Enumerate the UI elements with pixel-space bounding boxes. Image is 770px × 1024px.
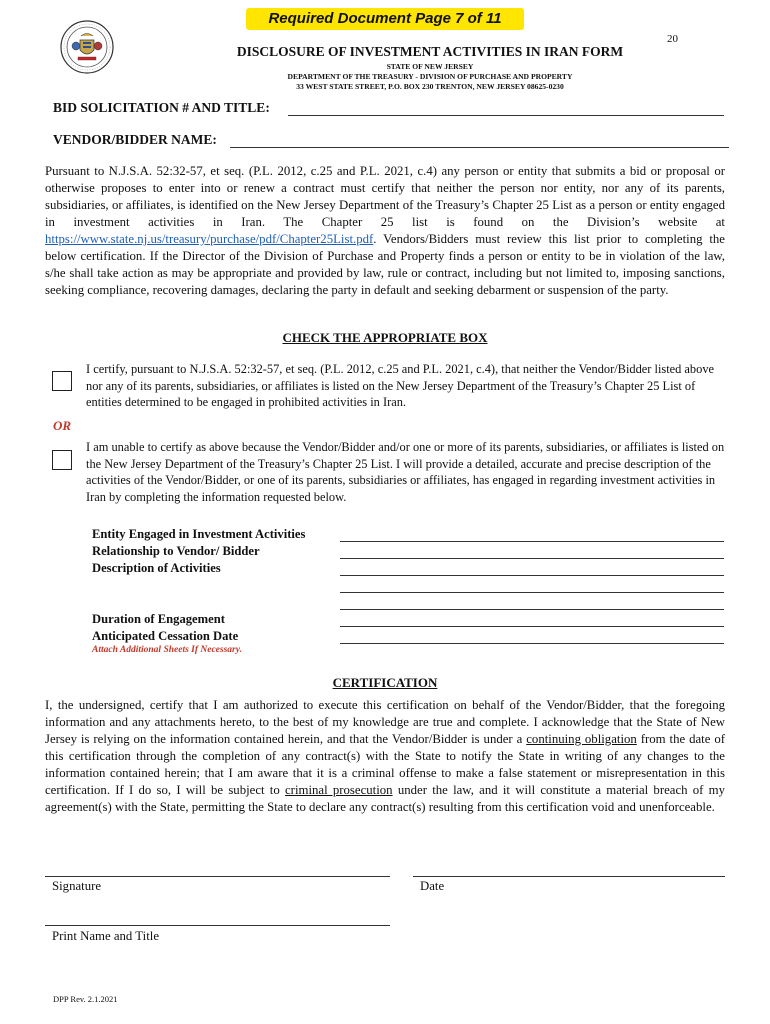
description-field-line[interactable] (340, 592, 724, 593)
cessation-date-label: Anticipated Cessation Date (92, 629, 239, 643)
state-name: STATE OF NEW JERSEY (386, 62, 474, 71)
signature-field[interactable] (45, 876, 390, 877)
signature-label: Signature (52, 879, 102, 893)
entity-engaged-label: Entity Engaged in Investment Activities (92, 527, 306, 541)
description-label: Description of Activities (92, 561, 221, 575)
department-name: DEPARTMENT OF THE TREASURY - DIVISION OF PURCHASE AND PROPERTY (287, 72, 573, 81)
bid-solicitation-field[interactable] (288, 115, 724, 116)
certification-paragraph (45, 697, 725, 816)
unable-to-certify-text: I am unable to certify as above because the Vendor/Bidder and/or one or more of its parents, subsidiaries, or affiliates is listed on the New Jersey Department of the Treasury’s Chapter 25 List. I will provide a detailed, accurate and precise description of the activities of the Vendor/Bidder, or one of its parents, subsidiaries or affiliates, has engaged in regarding investment activities in Iran by completing the information requested below. (86, 440, 725, 504)
vendor-name-label: VENDOR/BIDDER NAME: (53, 132, 217, 147)
duration-field[interactable] (340, 626, 724, 627)
description-field-line[interactable] (340, 575, 724, 576)
cessation-date-field[interactable] (340, 643, 724, 644)
certify-checkbox[interactable] (52, 371, 72, 391)
print-name-field[interactable] (45, 925, 390, 926)
relationship-label: Relationship to Vendor/ Bidder (92, 544, 260, 558)
page-number: 20 (667, 33, 678, 45)
cert-text-2: from the date of this certification through the completion of any contract(s) with the State to notify the State in writing of any changes to the information contained herein; that I am aware that it is a criminal offense to make a false statement or misrepresentation in this certification. If I do so, I will be subject to (45, 732, 725, 797)
bid-solicitation-label: BID SOLICITATION # AND TITLE: (53, 100, 270, 115)
cert-text-1: I, the undersigned, certify that I am authorized to execute this certification on behalf of the Vendor/Bidder, that the foregoing information and any attachments hereto, to the best of my knowledge are true and complete. I acknowledge that the State of New Jersey is relying on the information contained herein, and that the Vendor/Bidder is under a (45, 698, 725, 746)
chapter25-list-link[interactable]: https://www.state.nj.us/treasury/purchase/pdf/Chapter25List.pdf (45, 232, 374, 246)
revision-footer: DPP Rev. 2.1.2021 (53, 994, 118, 1004)
certify-option-text: I certify, pursuant to N.J.S.A. 52:32-57, et seq. (P.L. 2012, c.25 and P.L. 2021, c.4), that neither the Vendor/Bidder listed above nor any of its parents, subsidiaries, or affiliates is listed on the New Jersey Department of the Treasury’s Chapter 25 List of entities determined to be engaged in prohibited activities in Iran. (86, 362, 715, 409)
intro-text-1: Pursuant to N.J.S.A. 52:32-57, et seq. (P.L. 2012, c.25 and P.L. 2021, c.4) any person or entity that submits a bid or proposal or otherwise proposes to enter into or renew a contract must certify that neither the person nor entity, nor any of its parents, subsidiaries, or affiliates, is identified on the New Jersey Department of the Treasury’s Chapter 25 List as a person or entity engaged in investment activities in Iran. The Chapter 25 list is found on the Division’s website at (45, 164, 725, 229)
duration-label: Duration of Engagement (92, 612, 225, 626)
continuing-obligation-text: continuing obligation (526, 732, 637, 746)
check-box-heading: CHECK THE APPROPRIATE BOX (282, 330, 488, 345)
cert-text-3: under the law, and it will constitute a material breach of my agreement(s) with the State, permitting the State to declare any contract(s) resulting from this certification void and unenforceable. (45, 783, 726, 814)
criminal-prosecution-text: criminal prosecution (285, 783, 393, 797)
vendor-name-field[interactable] (230, 147, 729, 148)
certification-heading: CERTIFICATION (332, 675, 438, 690)
entity-engaged-field[interactable] (340, 541, 724, 542)
print-name-label: Print Name and Title (52, 929, 159, 943)
department-address: 33 WEST STATE STREET, P.O. BOX 230 TRENTON, NEW JERSEY 08625-0230 (296, 82, 564, 91)
unable-to-certify-checkbox[interactable] (52, 450, 72, 470)
nj-state-seal-icon (60, 20, 114, 74)
form-title: DISCLOSURE OF INVESTMENT ACTIVITIES IN IRAN FORM (236, 44, 624, 59)
relationship-field[interactable] (340, 558, 724, 559)
attach-sheets-note: Attach Additional Sheets If Necessary. (92, 645, 242, 655)
date-label: Date (420, 879, 445, 893)
date-field[interactable] (413, 876, 725, 877)
required-document-banner: Required Document Page 7 of 11 (246, 8, 524, 30)
intro-text-2: . Vendors/Bidders must review this list prior to completing the below certification. If the Director of the Division of Purchase and Property finds a person or entity to be in violation of the law, s/he shall take action as may be appropriate and provided by law, rule or contract, including but not limited to, imposing sanctions, seeking compliance, recovering damages, declaring the party in default and seeking debarment or suspension of the party. (45, 232, 725, 297)
intro-paragraph (45, 163, 725, 299)
or-label: OR (53, 418, 72, 433)
description-field-line[interactable] (340, 609, 724, 610)
